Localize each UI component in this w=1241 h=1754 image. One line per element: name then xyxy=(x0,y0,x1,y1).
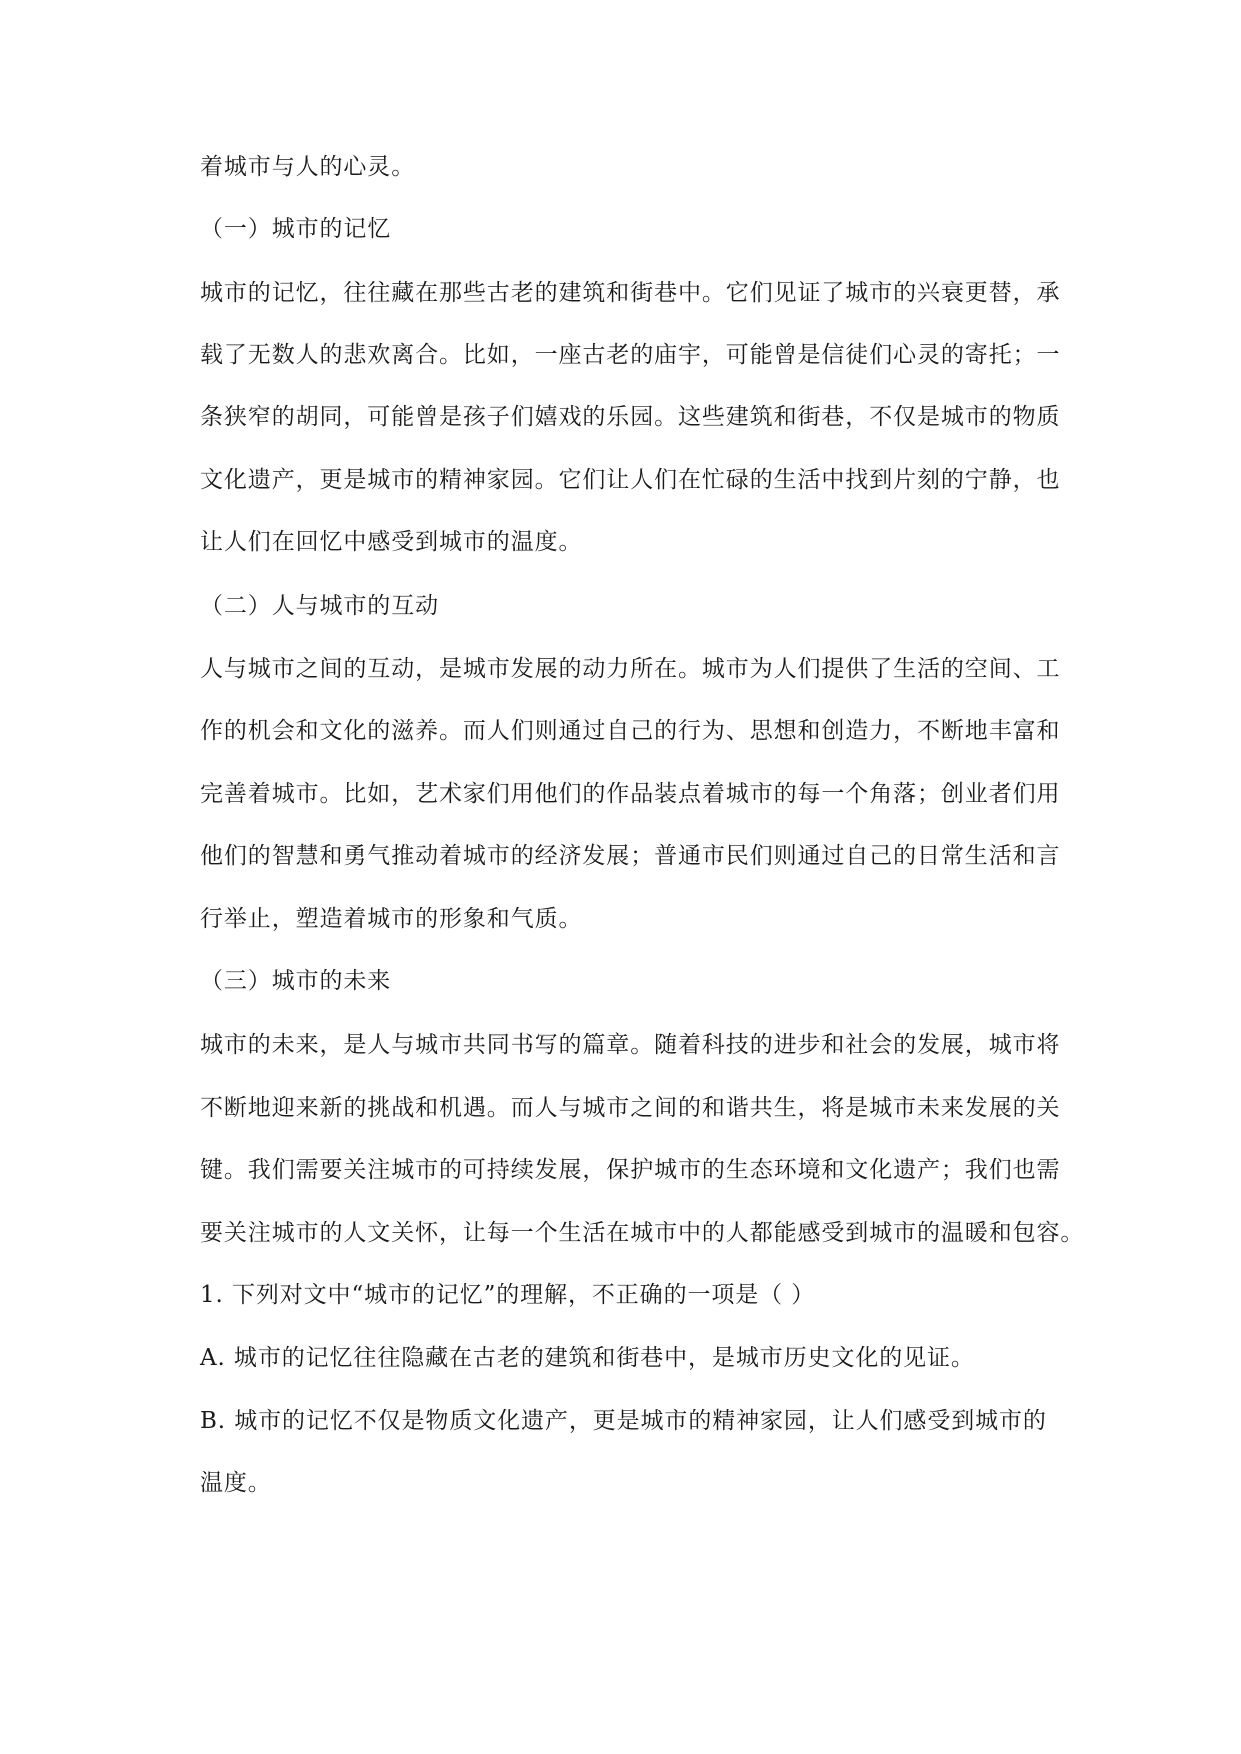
paragraph-line: 行举止，塑造着城市的形象和气质。 xyxy=(200,906,583,932)
paragraph-line: 城市的记忆，往往藏在那些古老的建筑和街巷中。它们见证了城市的兴衰更替，承 xyxy=(200,280,1061,306)
section-heading-2: （二）人与城市的互动 xyxy=(200,593,439,619)
paragraph-line: 他们的智慧和勇气推动着城市的经济发展；普通市民们则通过自己的日常生活和言 xyxy=(200,843,1061,869)
paragraph-line: 让人们在回忆中感受到城市的温度。 xyxy=(200,529,583,555)
option-a: A. 城市的记忆往往隐藏在古老的建筑和街巷中，是城市历史文化的见证。 xyxy=(200,1345,975,1371)
paragraph-line: 载了无数人的悲欢离合。比如，一座古老的庙宇，可能曾是信徒们心灵的寄托；一 xyxy=(200,342,1061,368)
paragraph-line: 完善着城市。比如，艺术家们用他们的作品装点着城市的每一个角落；创业者们用 xyxy=(200,781,1061,807)
question-stem: 1. 下列对文中“城市的记忆”的理解，不正确的一项是（ ） xyxy=(200,1282,816,1308)
paragraph-line: 文化遗产，更是城市的精神家园。它们让人们在忙碌的生活中找到片刻的宁静，也 xyxy=(200,467,1061,493)
paragraph-line: 作的机会和文化的滋养。而人们则通过自己的行为、思想和创造力，不断地丰富和 xyxy=(200,718,1061,744)
paragraph-line: 不断地迎来新的挑战和机遇。而人与城市之间的和谐共生，将是城市未来发展的关 xyxy=(200,1095,1061,1121)
section-heading-1: （一）城市的记忆 xyxy=(200,216,392,242)
option-b: B. 城市的记忆不仅是物质文化遗产，更是城市的精神家园，让人们感受到城市的 xyxy=(200,1408,1047,1434)
paragraph-line: 要关注城市的人文关怀，让每一个生活在城市中的人都能感受到城市的温暖和包容。 xyxy=(200,1220,1085,1246)
section-heading-3: （三）城市的未来 xyxy=(200,968,392,994)
paragraph-line: 条狭窄的胡同，可能曾是孩子们嬉戏的乐园。这些建筑和街巷，不仅是城市的物质 xyxy=(200,404,1061,430)
paragraph-line: 键。我们需要关注城市的可持续发展，保护城市的生态环境和文化遗产；我们也需 xyxy=(200,1157,1061,1183)
paragraph-line: 城市的未来，是人与城市共同书写的篇章。随着科技的进步和社会的发展，城市将 xyxy=(200,1032,1061,1058)
paragraph-line: 人与城市之间的互动，是城市发展的动力所在。城市为人们提供了生活的空间、工 xyxy=(200,656,1061,682)
option-b-continuation: 温度。 xyxy=(200,1470,272,1496)
paragraph-continuation: 着城市与人的心灵。 xyxy=(200,154,416,180)
